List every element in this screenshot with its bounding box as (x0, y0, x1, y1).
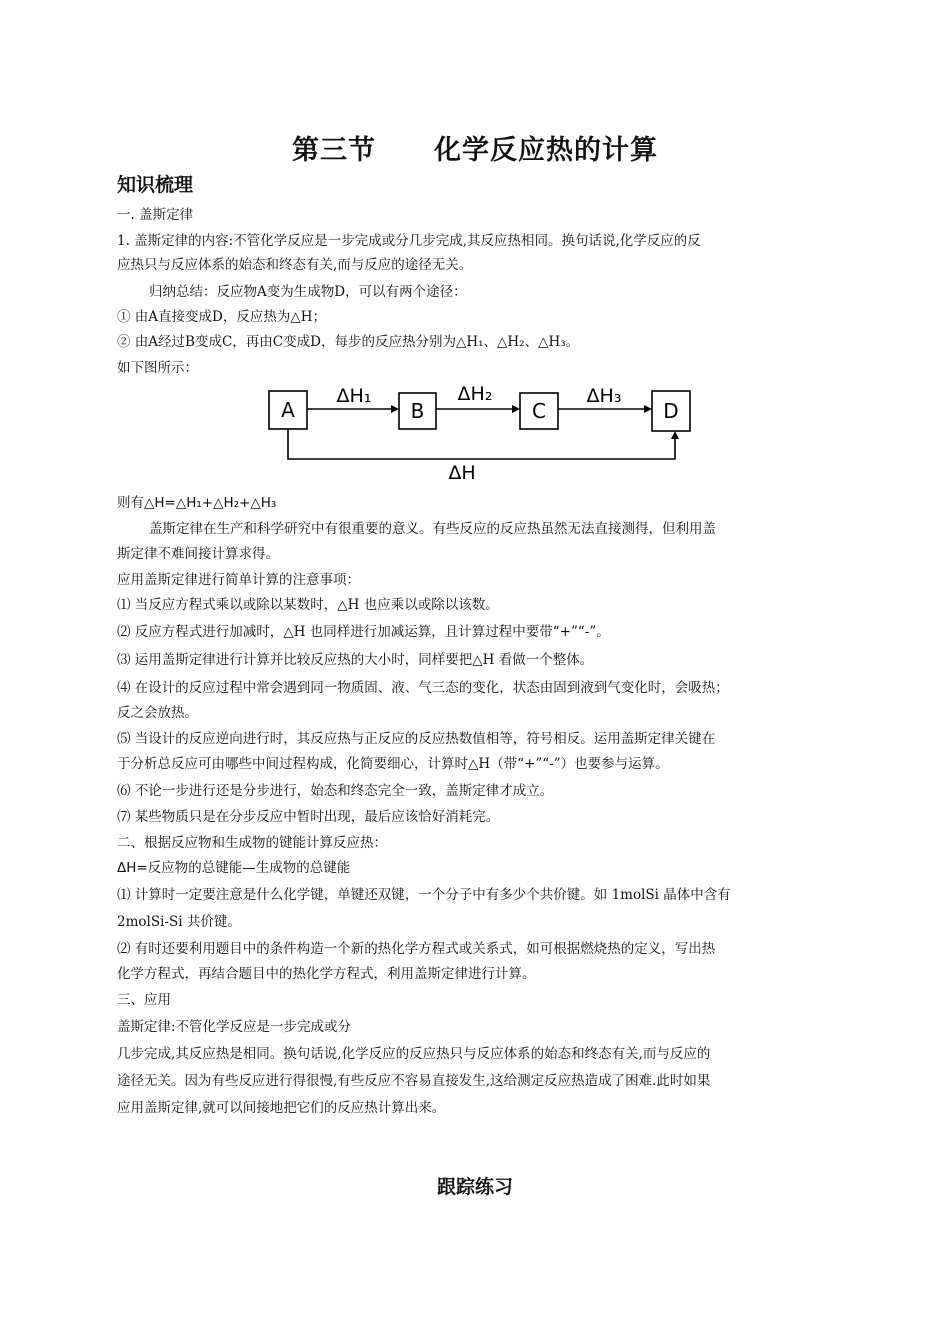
title-section-number: 第三节 (292, 135, 376, 166)
application-line1: 盖斯定律:不管化学反应是一步完成或分 (117, 1019, 352, 1035)
path-two: ② 由A经过B变成C，再由C变成D，每步的反应热分别为△H₁、△H₂、△H₃。 (117, 334, 580, 350)
notes-heading: 应用盖斯定律进行简单计算的注意事项： (117, 572, 360, 588)
bond-note-2-line2: 化学方程式，再结合题目中的热化学方程式，利用盖斯定律进行计算。 (117, 966, 536, 982)
practice-heading: 跟踪练习 (436, 1176, 513, 1198)
hess-law-heading: 一. 盖斯定律 (117, 207, 194, 223)
note-5-line1: ⑸ 当设计的反应逆向进行时，其反应热与正反应的反应热数值相等，符号相反。运用盖斯定律关键在 (117, 731, 716, 747)
node-c: C (532, 399, 546, 423)
hess-cycle-diagram (262, 380, 702, 485)
hess-law-definition-line2: 应热只与反应体系的始态和终态有关,而与反应的途径无关。 (117, 257, 473, 273)
note-1: ⑴ 当反应方程式乘以或除以某数时，△H 也应乘以或除以该数。 (117, 597, 499, 613)
note-2: ⑵ 反应方程式进行加减时，△H 也同样进行加减运算，且计算过程中要带“+”“-”。 (117, 624, 610, 640)
section-heading: 知识梳理 (117, 174, 194, 196)
summary-text: 归纳总结：反应物A变为生成物D，可以有两个途径： (149, 284, 467, 300)
bond-note-1-line1: ⑴ 计算时一定要注意是什么化学键，单键还双键，一个分子中有多少个共价键。如 1molSi 晶体中含有 (117, 887, 731, 903)
title-text: 化学反应热的计算 (434, 135, 658, 166)
hess-formula: 则有△H=△H₁+△H₂+△H₃ (117, 495, 277, 511)
node-d: D (663, 399, 679, 423)
application-line4: 应用盖斯定律,就可以间接地把它们的反应热计算出来。 (117, 1100, 446, 1116)
application-heading: 三、应用 (117, 992, 171, 1008)
bottom-label-dh: ΔH (448, 462, 476, 484)
application-line2: 几步完成,其反应热是相同。换句话说,化学反应的反应热只与反应体系的始态和终态有关,而与反应的 (117, 1046, 711, 1062)
arrow-label-dh3: ΔH₃ (586, 385, 622, 407)
note-7: ⑺ 某些物质只是在分步反应中暂时出现，最后应该恰好消耗完。 (117, 809, 500, 825)
bond-note-1-line2: 2molSi-Si 共价键。 (117, 914, 241, 930)
path-one: ① 由A直接变成D，反应热为△H； (117, 309, 327, 325)
hess-law-definition-line1: 1. 盖斯定律的内容:不管化学反应是一步完成或分几步完成,其反应热相同。换句话说,化学反应的反 (117, 233, 701, 249)
bond-energy-formula: ΔH=反应物的总键能—生成物的总键能 (117, 860, 351, 876)
application-line3: 途径无关。因为有些反应进行得很慢,有些反应不容易直接发生,这给测定反应热造成了困难.此时如果 (117, 1073, 711, 1089)
arrow-label-dh1: ΔH₁ (336, 385, 372, 407)
node-b: B (410, 399, 425, 423)
note-4-line1: ⑷ 在设计的反应过程中常会遇到同一物质固、液、气三态的变化，状态由固到液到气变化时，会吸热； (117, 680, 729, 696)
figure-intro: 如下图所示： (117, 360, 198, 376)
note-6: ⑹ 不论一步进行还是分步进行，始态和终态完全一致，盖斯定律才成立。 (117, 783, 554, 799)
significance-line1: 盖斯定律在生产和科学研究中有很重要的意义。有些反应的反应热虽然无法直接测得，但利用盖 (149, 521, 716, 537)
bond-energy-heading: 二、根据反应物和生成物的键能计算反应热： (117, 835, 387, 851)
bond-note-2-line1: ⑵ 有时还要利用题目中的条件构造一个新的热化学方程式或关系式，如可根据燃烧热的定义，写出热 (117, 941, 716, 957)
arrow-ad-direct (288, 429, 675, 459)
note-3: ⑶ 运用盖斯定律进行计算并比较反应热的大小时，同样要把△H 看做一个整体。 (117, 652, 594, 668)
node-a: A (281, 398, 295, 422)
note-4-line2: 反之会放热。 (117, 705, 198, 721)
arrow-label-dh2: ΔH₂ (457, 383, 493, 405)
note-5-line2: 于分析总反应可由哪些中间过程构成，化简要细心，计算时△H（带“+”“-”）也要参与运算。 (117, 756, 669, 772)
page-title (0, 128, 950, 167)
significance-line2: 斯定律不难间接计算求得。 (117, 546, 279, 562)
